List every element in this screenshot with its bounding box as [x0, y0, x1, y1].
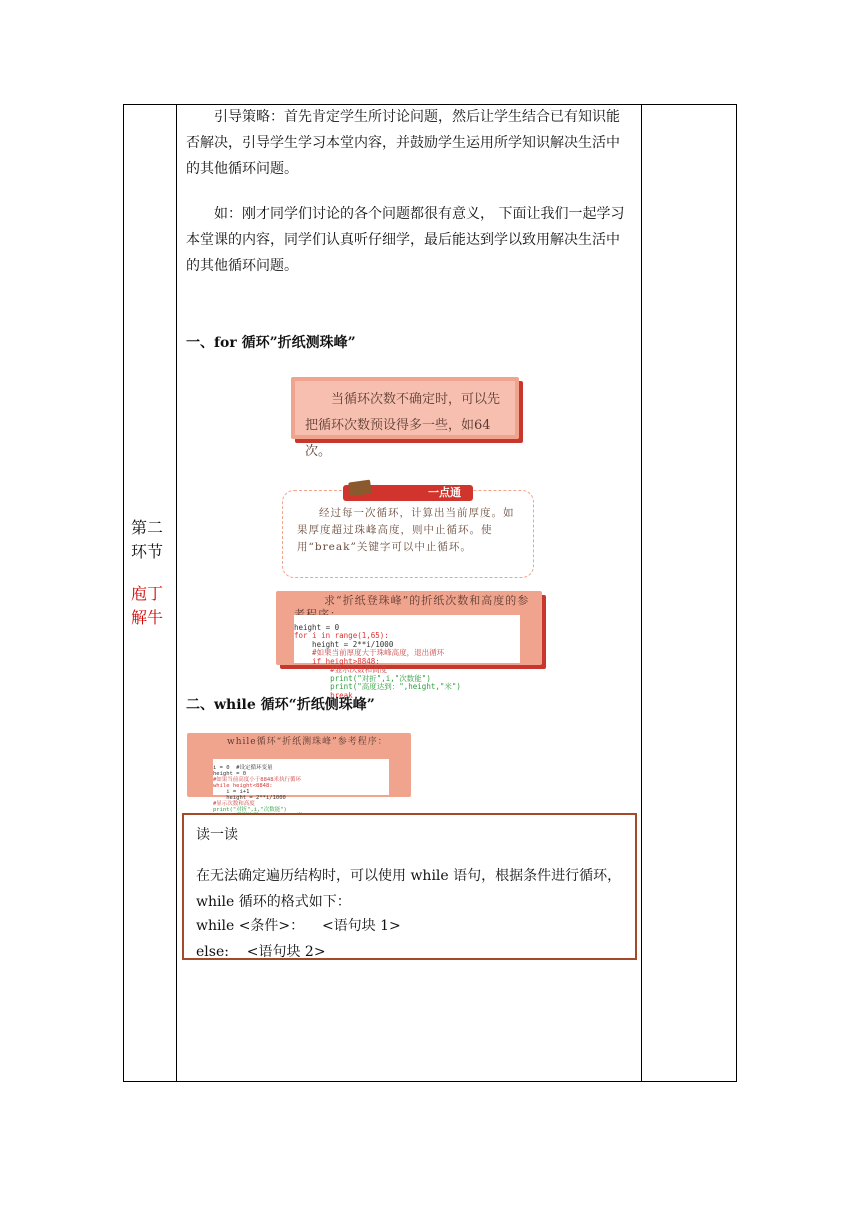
while-loop-code-title: while循环“折纸测珠峰”参考程序： — [227, 737, 388, 747]
loop-count-card — [291, 377, 519, 459]
tip-text: 经过每一次循环，计算出当前厚度。如果厚度超过珠峰高度，则中止循环。使用“break”关键字可以中止循环。 — [297, 507, 515, 553]
code-line: #显示次数和高度 — [213, 801, 255, 807]
code-line: #显示次数和高度 — [294, 665, 388, 674]
code-line: while height<8848: — [213, 783, 273, 789]
stage-subtitle-line1: 庖丁 — [131, 584, 164, 603]
for-loop-code-title: 求“折纸登珠峰”的折纸次数和高度的参 — [324, 594, 530, 607]
code-line: print("高度达到：",height,"米") — [294, 682, 461, 691]
for-loop-code-box — [294, 615, 520, 700]
stage-label-line1: 第二 — [131, 518, 164, 537]
for-loop-code-card — [276, 591, 542, 700]
while-loop-code-box — [213, 759, 389, 813]
code-line: print("对折",i,"次数能") — [213, 807, 287, 813]
code-line: if height>8848: — [294, 656, 380, 666]
syntax-line-while: while <条件>： <语句块 1> — [196, 918, 401, 934]
tip-card — [282, 486, 534, 578]
strategy-paragraph-1: 引导策略：首先肯定学生所讨论问题，然后让学生结合已有知识能否解决，引导学生学习本堂内容，并鼓励学生运用所学知识解决生活中的其他循环问题。 — [186, 109, 620, 177]
code-line: #如果当前厚度大于珠峰高度，退出循环 — [294, 648, 445, 657]
table-border-col1 — [176, 104, 177, 1082]
code-line: break — [294, 690, 353, 700]
code-line: height = 2**i/1000 — [294, 639, 394, 649]
stage-label-line2: 环节 — [131, 542, 164, 561]
table-border-left — [123, 104, 124, 1082]
section-heading-while-loop: 二、while 循环“折纸侧珠峰” — [186, 697, 375, 713]
code-line: i = 0 #设定循环变量 — [213, 765, 273, 771]
syntax-line-else: else: <语句块 2> — [196, 944, 326, 960]
strategy-paragraph-2: 如：刚才同学们讨论的各个问题都很有意义， 下面让我们一起学习本堂课的内容，同学们认真听仔细学，最后能达到学以致用解决生活中的其他循环问题。 — [186, 206, 625, 274]
table-border-bottom — [123, 1081, 737, 1082]
code-line: print("对折",i,"次数能") — [294, 673, 431, 683]
section-heading-for-loop: 一、for 循环”折纸测珠峰” — [186, 335, 356, 351]
read-box-paragraph: 在无法确定遍历结构时，可以使用 while 语句，根据条件进行循环，while 循环的格式如下： — [196, 868, 622, 910]
stage-subtitle — [131, 584, 163, 628]
code-line: height = 2**i/1000 — [213, 795, 286, 801]
code-line: height = 0 — [294, 622, 340, 632]
code-line: for i in range(1,65): — [294, 631, 389, 640]
read-box — [182, 813, 637, 960]
while-loop-code-card — [187, 733, 411, 813]
stage-label — [131, 518, 163, 562]
table-border-right — [736, 104, 737, 1082]
stage-subtitle-line2: 解牛 — [131, 608, 164, 627]
code-line: height = 0 — [213, 771, 247, 777]
table-border-col2 — [641, 104, 642, 1082]
read-box-title: 读一读 — [196, 827, 238, 843]
code-line: #如果当前高度小于8848米执行循环 — [213, 777, 302, 783]
code-line: i = i+1 — [213, 789, 250, 795]
loop-count-card-text: 当循环次数不确定时，可以先把循环次数预设得多一些，如64次。 — [295, 381, 515, 435]
tip-banner-label: 一点通 — [428, 486, 461, 499]
